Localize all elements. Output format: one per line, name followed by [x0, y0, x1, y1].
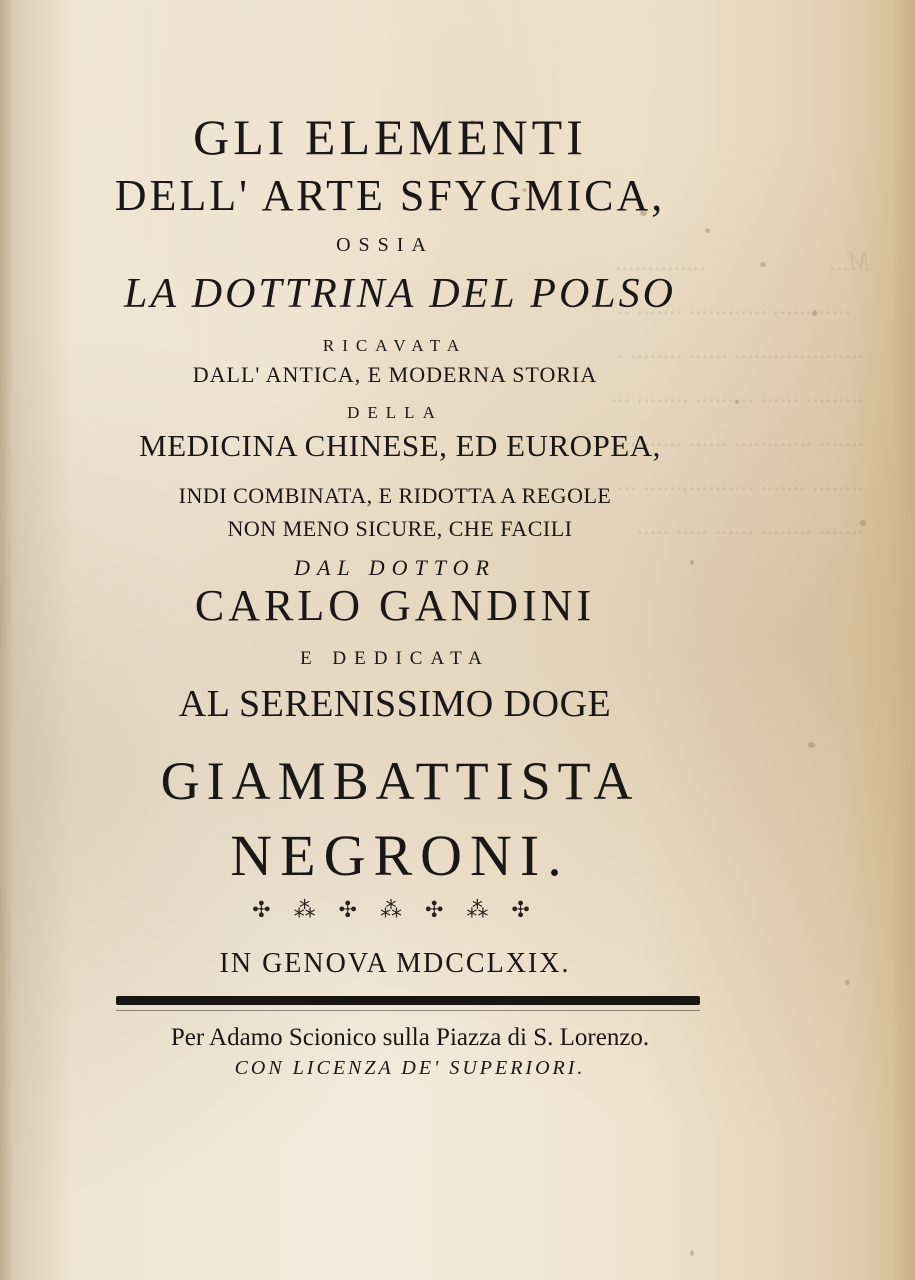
page-edge-right	[893, 0, 915, 1280]
foxing-spot	[812, 310, 817, 316]
thin-rule-divider	[116, 1010, 700, 1011]
foxing-spot	[760, 262, 766, 267]
source-line: DALL' ANTICA, E MODERNA STORIA	[192, 362, 598, 387]
foxing-spot	[705, 228, 710, 233]
dedicatee-title: AL SERENISSIMO DOGE	[178, 683, 612, 725]
thick-rule-divider	[116, 996, 700, 1005]
page-edge-left	[0, 0, 14, 1280]
foxing-spot	[735, 400, 739, 404]
imprint-place-date: IN GENOVA MDCCLXIX.	[219, 948, 571, 979]
license-line: CON LICENZA DE' SUPERIORI.	[234, 1057, 586, 1079]
foxing-spot	[690, 560, 694, 565]
show-through-texture: M... .............. ..........., ............ ....... .. .................... ...... ........ . ......... ...... ......... ........ ... ....... ............ ...... ........ . ........ ....... ..........,...... ... ....... ........ ...... ..... .....	[610, 247, 870, 540]
ricavata-label: RICAVATA	[322, 336, 468, 355]
della-label: DELLA	[347, 403, 443, 422]
method-line-2: NON MENO SICURE, CHE FACILI	[227, 516, 573, 541]
foxing-spot	[808, 742, 815, 748]
medicine-line: MEDICINA CHINESE, ED EUROPEA,	[139, 428, 661, 463]
by-line: DAL DOTTOR	[294, 555, 496, 580]
foxing-spot	[690, 1250, 694, 1256]
title-line-1: GLI ELEMENTI	[193, 109, 587, 165]
dedication-intro: E DEDICATA	[300, 648, 490, 669]
method-line-1: INDI COMBINATA, E RIDOTTA A REGOLE	[178, 483, 612, 508]
subtitle: LA DOTTRINA DEL POLSO	[124, 271, 676, 317]
ossia-label: OSSIA	[336, 234, 434, 256]
dedicatee-given-name: GIAMBATTISTA	[160, 751, 640, 811]
printer-ornament: ✣ ⁂ ✣ ⁂ ✣ ⁂ ✣	[252, 898, 538, 923]
dedicatee-surname: NEGRONI.	[230, 823, 570, 888]
title-line-2: DELL' ARTE SFYGMICA,	[114, 171, 666, 220]
foxing-spot	[845, 980, 850, 985]
foxing-spot	[860, 520, 866, 526]
printer-line: Per Adamo Scionico sulla Piazza di S. Lorenzo.	[170, 1024, 650, 1051]
author-name: CARLO GANDINI	[194, 581, 596, 630]
